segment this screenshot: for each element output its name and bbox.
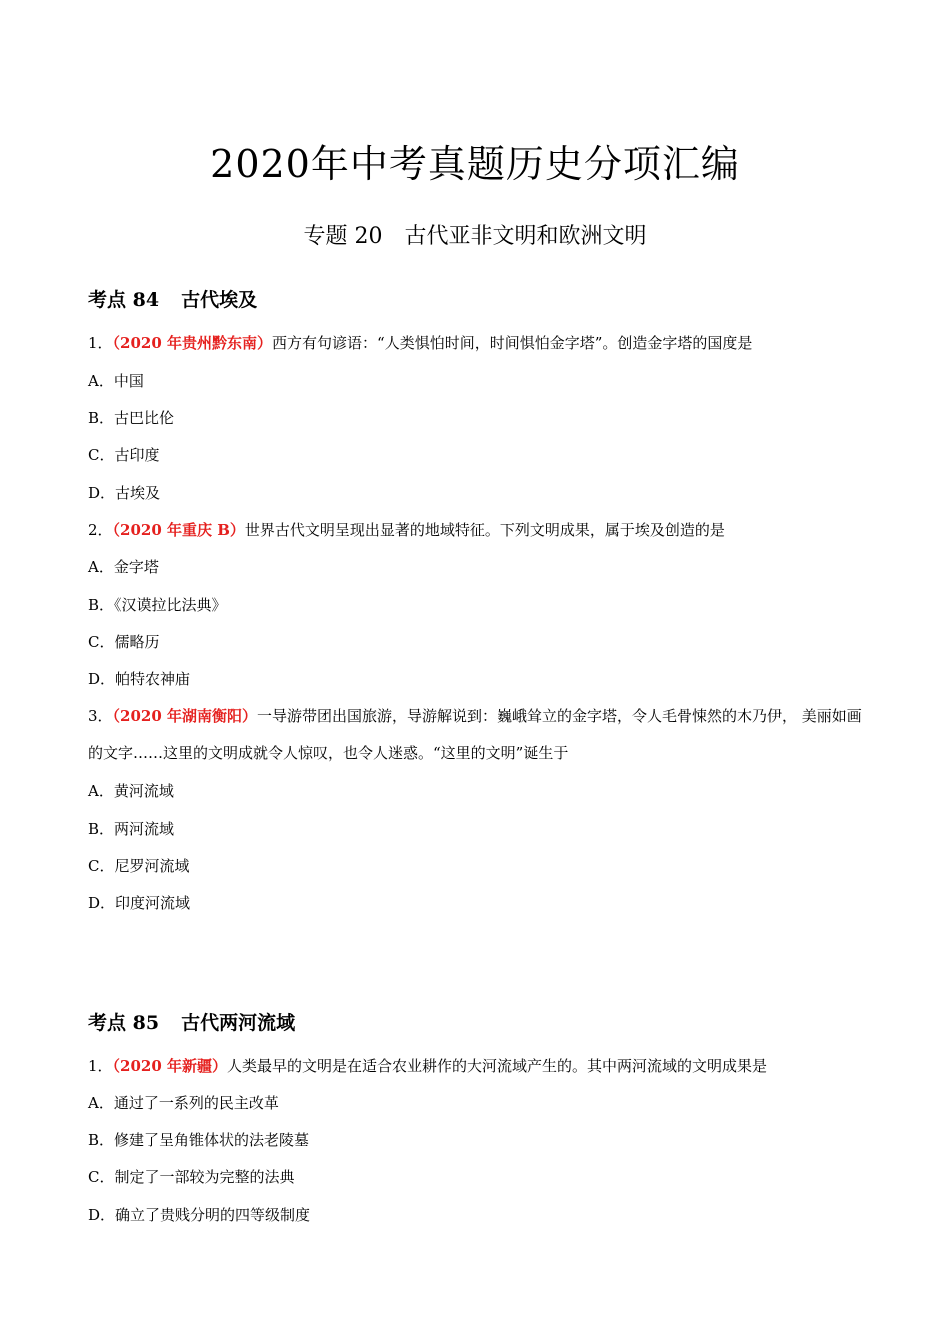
question-text: 一导游带团出国旅游，导游解说到：巍峨耸立的金字塔，令人毛骨悚然的木乃伊， 美丽如画的文字……这里的文明成就令人惊叹，也令人迷惑。“这里的文明”诞生于 — [88, 707, 862, 762]
document-subtitle: 专题 20 古代亚非文明和欧洲文明 — [303, 224, 647, 249]
question-stem — [88, 519, 868, 541]
answer-option-b: B．《汉谟拉比法典》 — [88, 596, 227, 614]
question-stem — [88, 698, 868, 772]
question-source: （2020 年湖南衡阳） — [112, 707, 258, 725]
answer-option-c: C．尼罗河流域 — [88, 857, 190, 875]
answer-option-b: B．古巴比伦 — [88, 409, 175, 427]
section-number: 考点 85 — [88, 1012, 160, 1034]
question-source: （2020 年重庆 B） — [112, 521, 245, 539]
question-number: 1． — [88, 1057, 113, 1075]
question-text: 西方有句谚语：“人类惧怕时间，时间惧怕金字塔”。创造金字塔的国度是 — [272, 334, 753, 352]
answer-option-a: A．中国 — [88, 372, 144, 390]
document-title: 2020年中考真题历史分项汇编 — [210, 142, 740, 186]
answer-option-a: A．通过了一系列的民主改革 — [88, 1094, 279, 1112]
question-number: 3． — [88, 707, 113, 725]
question-text: 人类最早的文明是在适合农业耕作的大河流域产生的。其中两河流域的文明成果是 — [227, 1057, 768, 1075]
answer-option-d: D．确立了贵贱分明的四等级制度 — [88, 1206, 311, 1224]
answer-option-b: B．两河流域 — [88, 820, 175, 838]
question-source: （2020 年新疆） — [112, 1057, 228, 1075]
answer-option-a: A．金字塔 — [88, 558, 159, 576]
section-number: 考点 84 — [88, 289, 160, 311]
question-number: 2． — [88, 521, 113, 539]
section-heading-85 — [88, 1008, 295, 1038]
question-text: 世界古代文明呈现出显著的地域特征。下列文明成果，属于埃及创造的是 — [244, 521, 725, 539]
answer-option-d: D．古埃及 — [88, 484, 161, 502]
answer-option-a: A．黄河流域 — [88, 782, 174, 800]
answer-option-d: D．帕特农神庙 — [88, 670, 191, 688]
question-source: （2020 年贵州黔东南） — [112, 334, 273, 352]
answer-option-b: B．修建了呈角锥体状的法老陵墓 — [88, 1131, 310, 1149]
section-text: 古代埃及 — [181, 289, 258, 311]
section-text: 古代两河流域 — [181, 1012, 296, 1034]
question-stem — [88, 1055, 868, 1077]
answer-option-c: C．制定了一部较为完整的法典 — [88, 1168, 295, 1186]
answer-option-c: C．古印度 — [88, 446, 160, 464]
section-heading-84 — [88, 285, 257, 315]
question-number: 1． — [88, 334, 113, 352]
answer-option-d: D．印度河流域 — [88, 894, 191, 912]
question-stem — [88, 332, 868, 354]
answer-option-c: C．儒略历 — [88, 633, 160, 651]
